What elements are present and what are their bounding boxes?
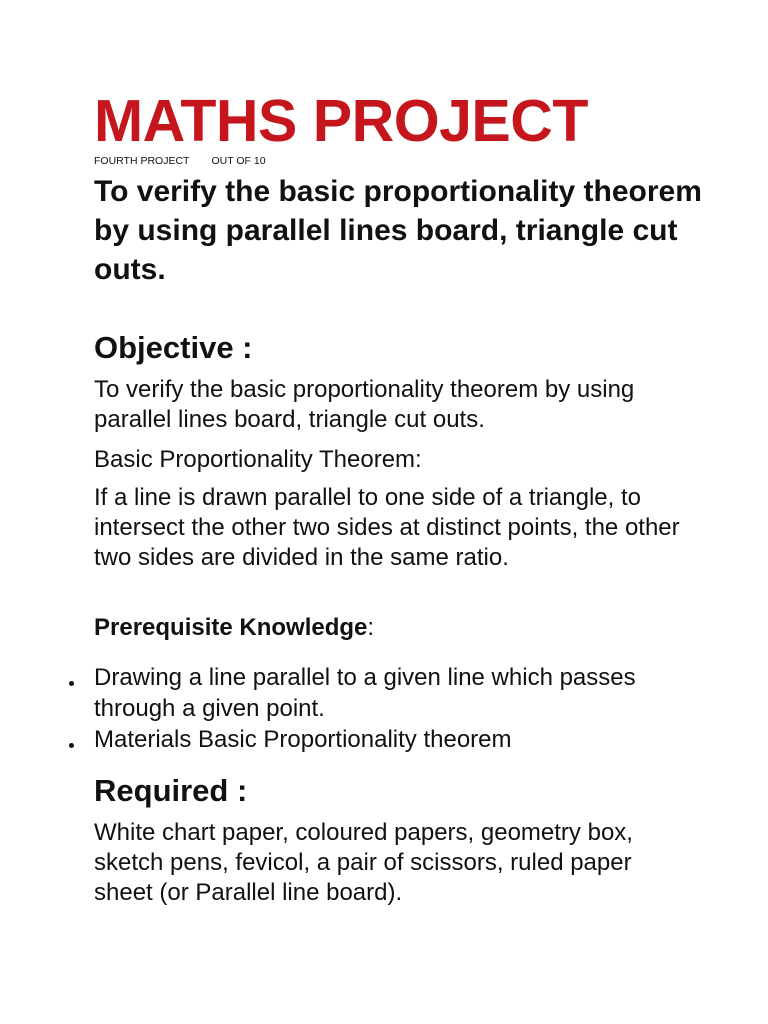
- list-item: [94, 662, 694, 724]
- theorem-text: If a line is drawn parallel to one side of a triangle, to intersect the other two sides at distinct points, the other two sides are divided in the same ratio.: [94, 484, 680, 571]
- required-text: White chart paper, coloured papers, geometry box, sketch pens, fevicol, a pair of scissors, ruled paper sheet (or Parallel line board).: [94, 819, 633, 906]
- project-score: OUT OF 10: [211, 155, 266, 167]
- objective-heading: Objective :: [94, 330, 253, 365]
- project-aim-heading: To verify the basic proportionality theorem by using parallel lines board, triangle cut outs.: [94, 175, 702, 286]
- prerequisite-heading-label: Prerequisite Knowledge: [94, 614, 368, 641]
- theorem-label: Basic Proportionality Theorem:: [94, 446, 422, 473]
- list-item: [94, 724, 694, 755]
- project-meta: [94, 155, 266, 168]
- prerequisite-list: [94, 662, 694, 755]
- bullet-icon: [69, 681, 74, 686]
- page-title: MATHS PROJECT: [94, 88, 588, 154]
- bullet-icon: [69, 743, 74, 748]
- project-number: FOURTH PROJECT: [94, 155, 190, 167]
- required-heading: Required :: [94, 773, 248, 808]
- list-item-text: Materials Basic Proportionality theorem: [94, 726, 512, 753]
- list-item-text: Drawing a line parallel to a given line which passes through a given point.: [94, 664, 636, 722]
- prerequisite-heading: [94, 613, 374, 643]
- prerequisite-heading-colon: :: [367, 614, 375, 641]
- objective-text: To verify the basic proportionality theorem by using parallel lines board, triangle cut outs.: [94, 376, 635, 433]
